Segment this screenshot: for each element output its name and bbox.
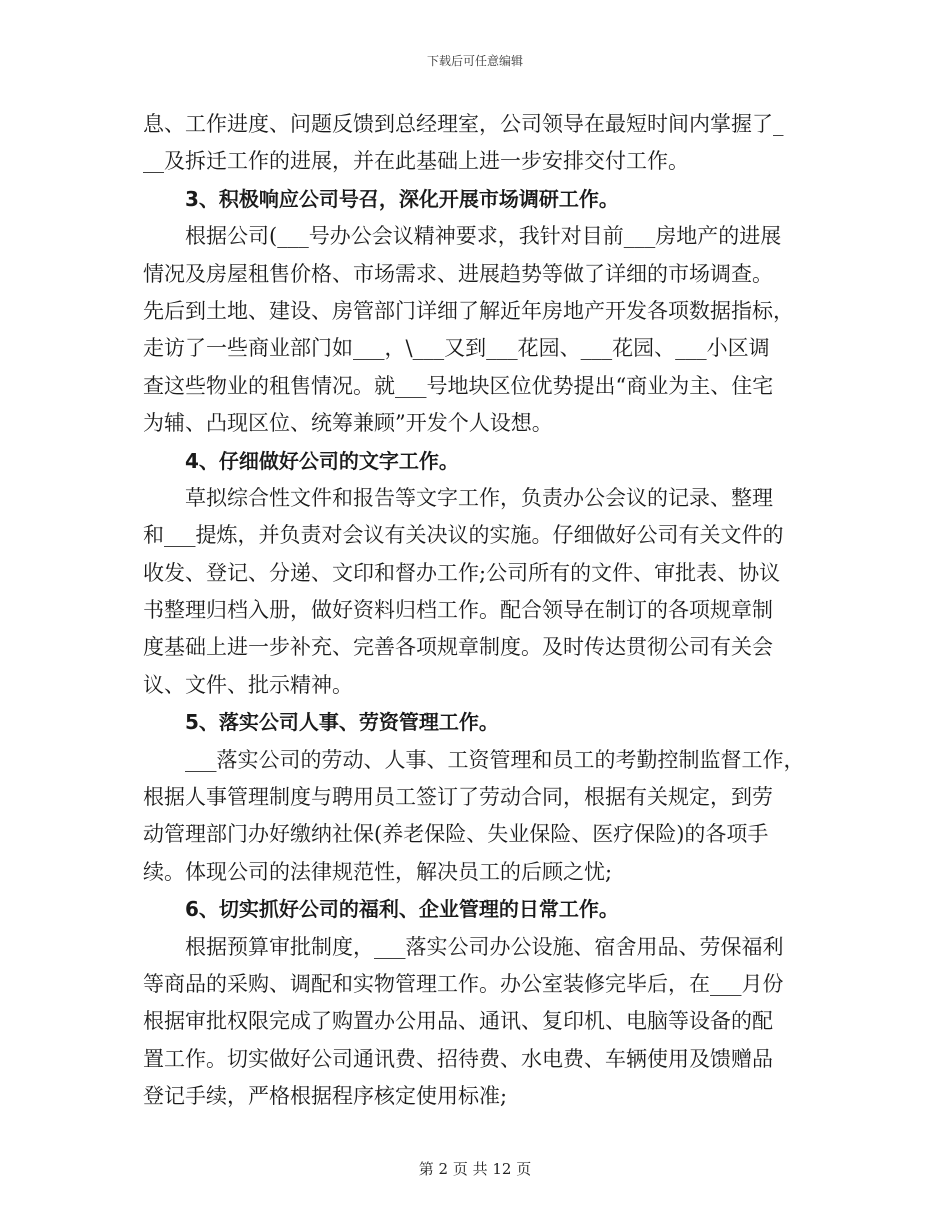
section-heading: 3、积极响应公司号召，深化开展市场调研工作。 [185,186,619,211]
paragraph-first-line: ___落实公司的劳动、人事、工资管理和员工的考勤控制监督工作， [185,747,805,772]
section-heading: 4、仔细做好公司的文字工作。 [185,448,459,473]
section-heading: 5、落实公司人事、劳资管理工作。 [185,710,499,735]
body-line: 根据审批权限完成了购置办公用品、通讯、复印机、电脑等设备的配 [143,1009,773,1034]
body-line: 续。体现公司的法律规范性，解决员工的后顾之忧; [143,859,613,884]
body-line: 登记手续，严格根据程序核定使用标准; [143,1084,508,1109]
paragraph-first-line: 草拟综合性文件和报告等文字工作，负责办公会议的记录、整理 [185,485,773,510]
body-line: 根据人事管理制度与聘用员工签订了劳动合同，根据有关规定，到劳 [143,785,773,810]
body-line: 息、工作进度、问题反馈到总经理室，公司领导在最短时间内掌握了_ [143,112,784,136]
body-line: 收发、登记、分递、文印和督办工作;公司所有的文件、审批表、协议 [143,560,781,585]
page-header-note: 下载后可任意编辑 [426,54,523,68]
body-line: 先后到土地、建设、房管部门详细了解近年房地产开发各项数据指标， [143,298,794,323]
document-body [143,106,815,1116]
body-line: 书整理归档入册，做好资料归档工作。配合领导在制订的各项规章制 [143,598,773,623]
body-line: 情况及房屋租售价格、市场需求、进展趋势等做了详细的市场调查。 [143,261,773,286]
body-line: 动管理部门办好缴纳社保(养老保险、失业保险、医疗保险)的各项手 [143,822,769,847]
body-line: 等商品的采购、调配和实物管理工作。办公室装修完毕后，在___月份 [143,971,784,996]
body-line: 走访了一些商业部门如___，\___又到___花园、___花园、___小区调 [143,336,770,361]
page-number: 第 2 页 共 12 页 [418,1160,532,1178]
body-line: 议、文件、批示精神。 [143,672,353,697]
body-line: 和___提炼，并负责对会议有关决议的实施。仔细做好公司有关文件的 [143,523,784,548]
body-line: 度基础上进一步补充、完善各项规章制度。及时传达贯彻公司有关会 [143,635,773,660]
section-heading: 6、切实抓好公司的福利、企业管理的日常工作。 [185,897,619,922]
paragraph-first-line: 根据预算审批制度，___落实公司办公设施、宿舍用品、劳保福利 [185,934,784,959]
body-line: __及拆迁工作的进展，并在此基础上进一步安排交付工作。 [143,149,689,174]
body-line: 置工作。切实做好公司通讯费、招待费、水电费、车辆使用及馈赠品 [143,1046,773,1071]
body-line: 查这些物业的租售情况。就___号地块区位优势提出“商业为主、住宅 [143,373,774,398]
body-line: 为辅、凸现区位、统筹兼顾”开发个人设想。 [143,411,553,436]
paragraph-first-line: 根据公司(___号办公会议精神要求，我针对目前___房地产的进展 [185,224,782,249]
